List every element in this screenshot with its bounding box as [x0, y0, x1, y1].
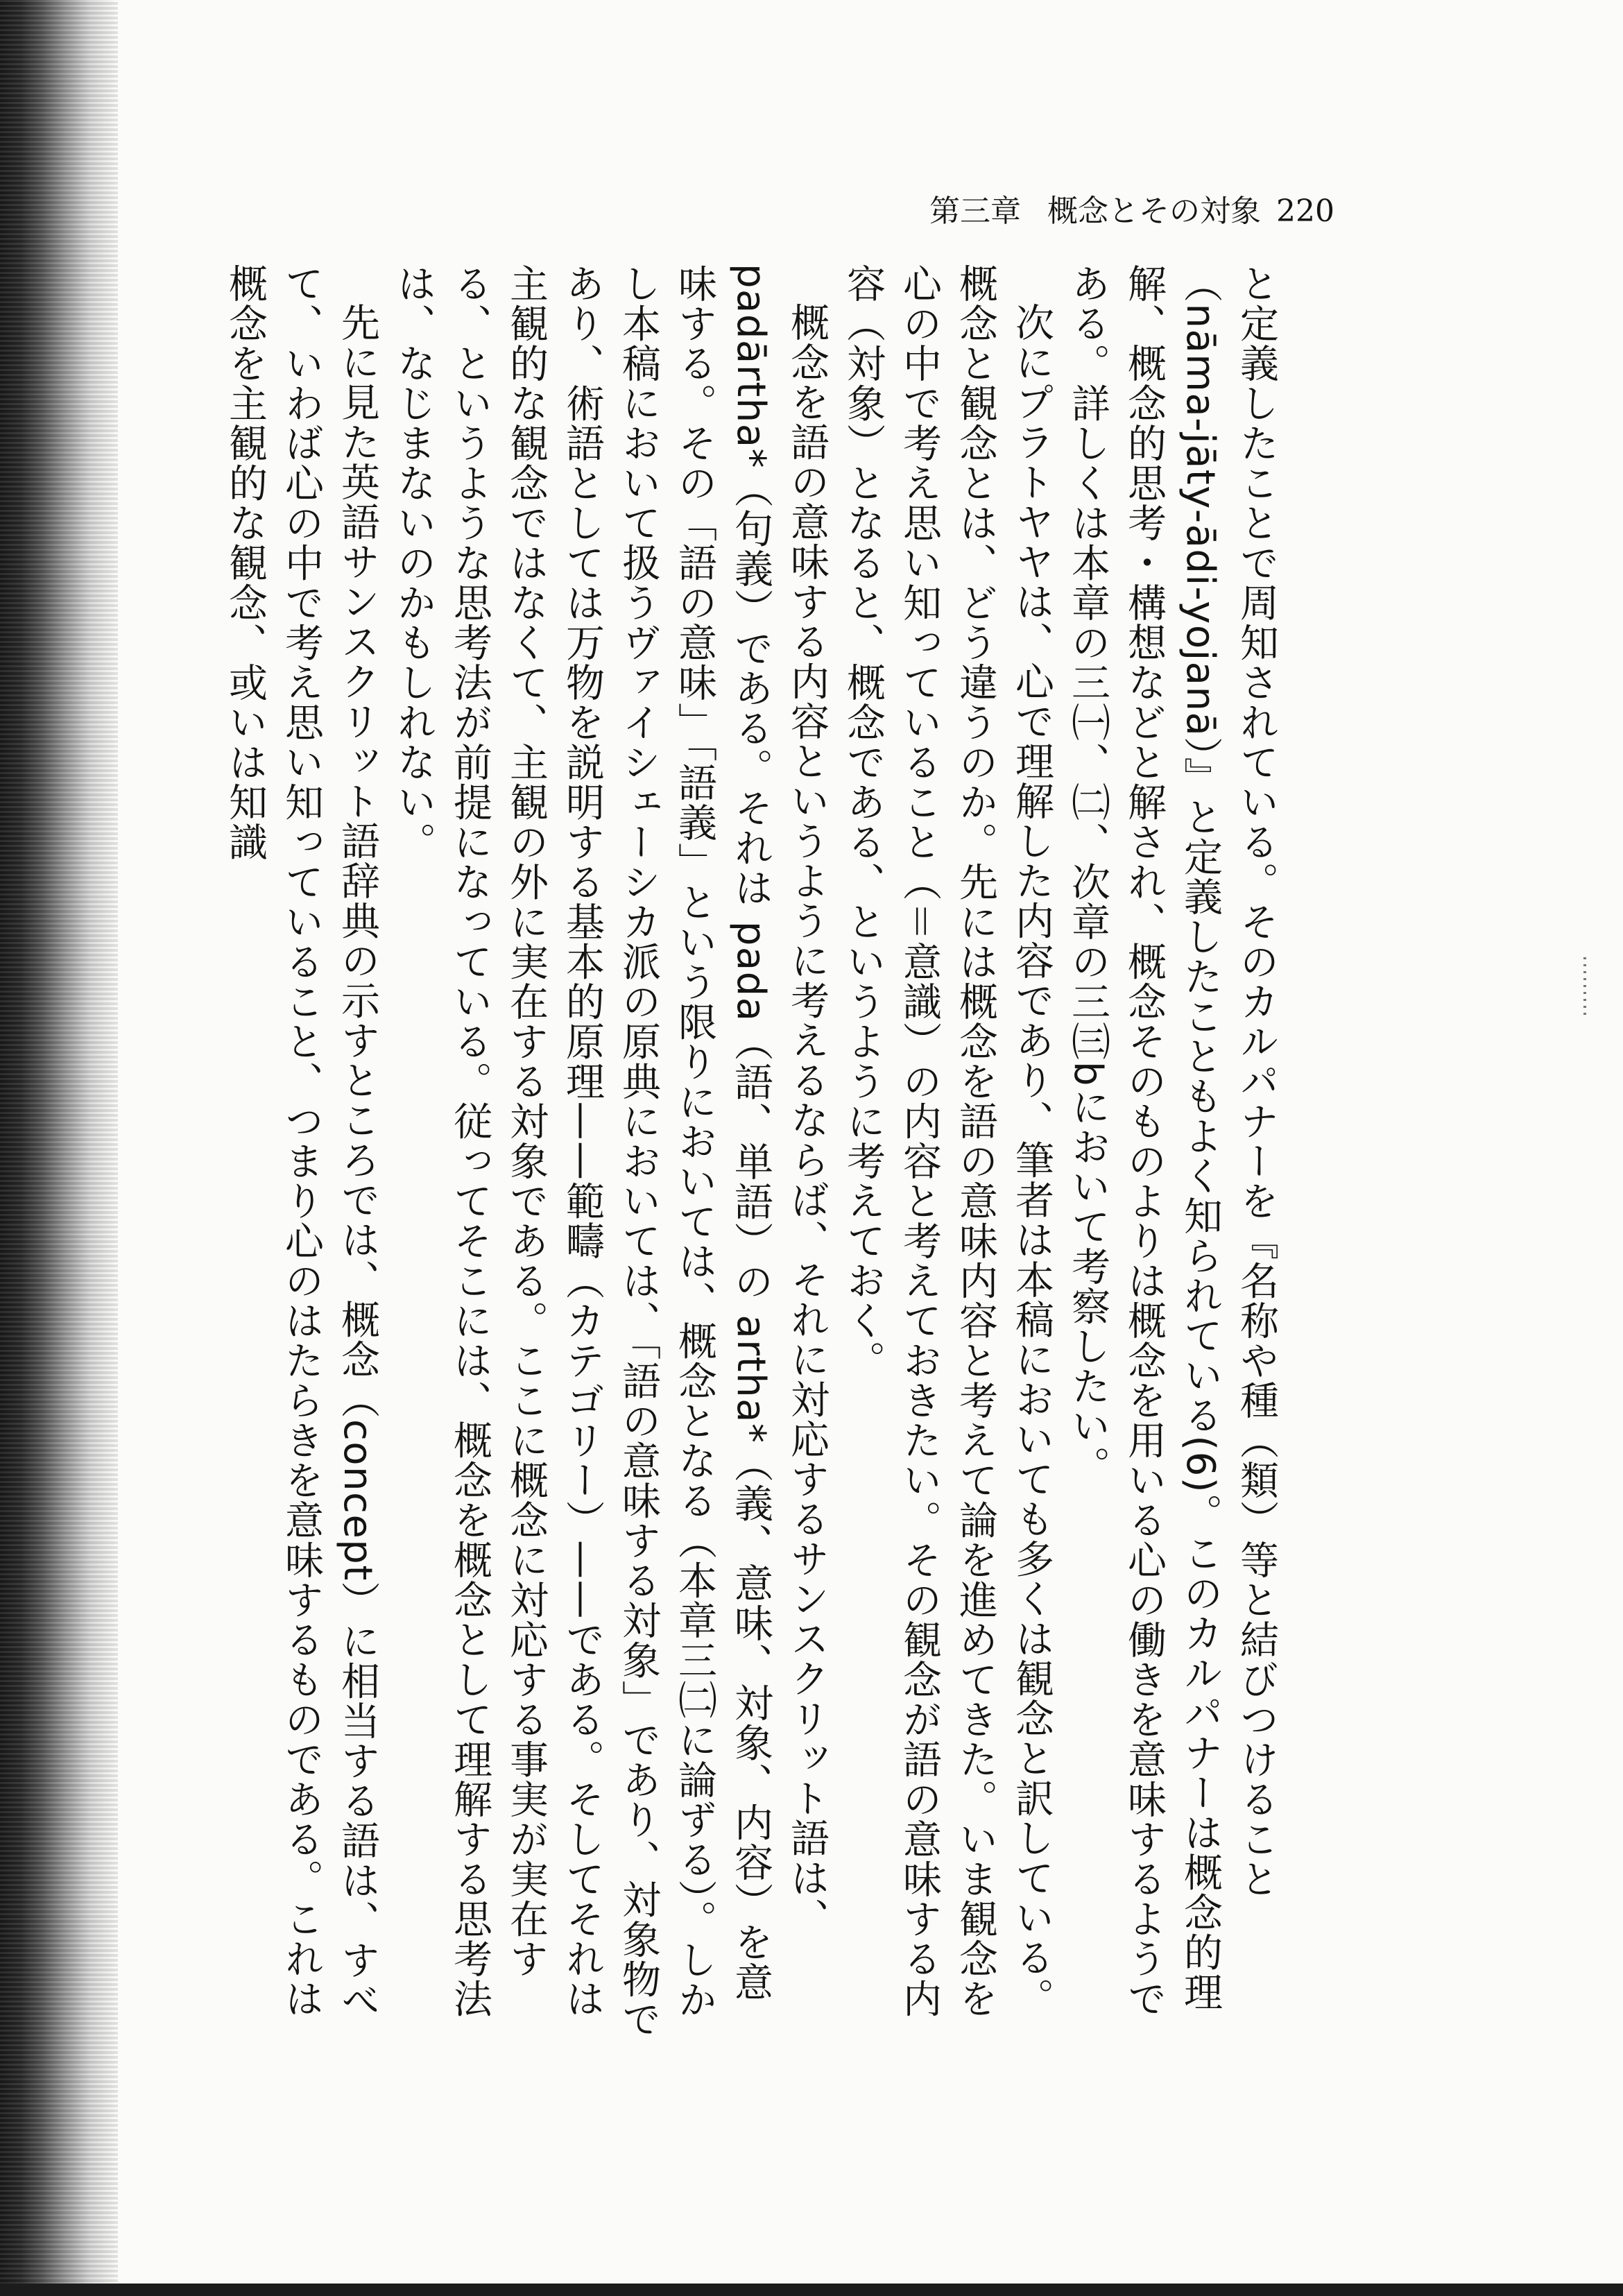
vertical-body-text — [223, 264, 1285, 2039]
paragraph: 概念を語の意味する内容というように考えるならば、それに対応するサンスクリット語は、padārtha*（句義）である。それは pada（語、単語）の artha*（義、意味、対象、内容）を意味する。その「語の意味」「語義」という限りにおいては、概念となる（本章三㈡に論ずる）。しかし本稿において扱うヴァイシェーシカ派の原典においては、「語の意味する対象」であり、対象物であり、術語としては万物を説明する基本的原理——範疇（カテゴリー）——である。そしてそれは主観的な観念ではなくて、主観の外に実在する対象である。ここに概念に対応する事実が実在する、というような思考法が前提になっている。従ってそこには、概念を概念として理解する思考法は、なじまないのかもしれない。 — [391, 264, 830, 2039]
paragraph: 次にプラトヤヤは、心で理解した内容であり、筆者は本稿においても多くは観念と訳している。概念と観念とは、どう違うのか。先には概念を語の意味内容と考えて論を進めてきた。いま観念を心の中で考え思い知っていること（＝意識）の内容と考えておきたい。その観念が語の意味する内容（対象）となると、概念である、というように考えておく。 — [841, 264, 1054, 2019]
margin-dotted-mark — [1583, 957, 1586, 1020]
page-number: 220 — [1276, 194, 1334, 229]
running-head — [929, 191, 1346, 232]
scan-bottom-edge — [0, 2284, 1623, 2296]
running-head-chapter: 第三章 — [929, 194, 1021, 229]
running-head-title: 概念とその対象 — [1047, 194, 1261, 229]
paragraph: と定義したことで周知されている。そのカルパナーを『名称や種（類）等と結びつけること（nāma-jāty-ādi-yojanā）』と定義したこともよく知られている(6)。このカルパナーは概念的理解、概念的思考・構想などと解され、概念そのものよりは概念を用いる心の働きを意味するようである。詳しくは本章の三㈠、㈡、次章の三㈢bにおいて考察したい。 — [1065, 264, 1279, 2019]
paragraph: 先に見た英語サンスクリット語辞典の示すところでは、概念（concept）に相当する語は、すべて、いわば心の中で考え思い知っていること、つまり心のはたらきを意味するものである。これは概念を主観的な観念、或いは知識 — [223, 264, 380, 2021]
scan-shadow-edge — [0, 0, 118, 2296]
